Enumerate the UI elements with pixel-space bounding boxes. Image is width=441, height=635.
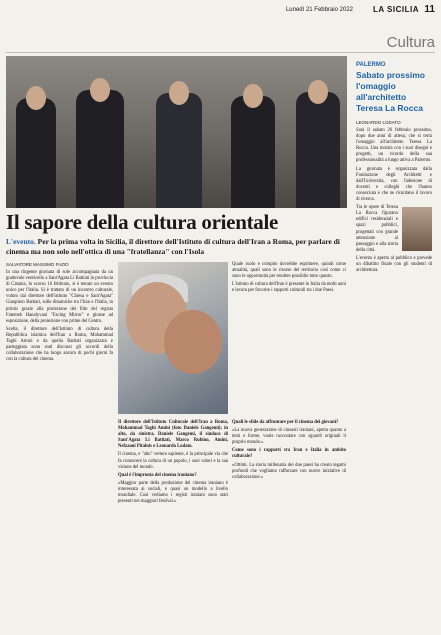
sidebar-portrait-photo xyxy=(402,207,432,251)
page-header xyxy=(0,0,441,22)
paragraph: «Ottimi. La storia millenaria dei due paesi ha creato legami profondi che vogliamo rafforzare con nuove iniziative di collaborazione.» xyxy=(232,462,346,480)
question: Come sono i rapporti tra Iran e Italia in ambito culturale? xyxy=(232,448,346,460)
paragraph: Tra le opere di Teresa La Rocca figurano edifici residenziali e spazi pubblici, progettati con grande attenzione al paesaggio e alla storia della città. xyxy=(356,205,398,253)
article-column-1 xyxy=(6,270,113,630)
subtitle-text: Per la prima volta in Sicilia, il direttore dell'Istituto di cultura dell'Iran a Roma, per parlare di cinema ma non solo nell'ottica di una "fratellanza" con l'Isola xyxy=(6,237,340,256)
byline: SALVATORE MASSIMO FAZIO xyxy=(6,262,69,267)
section-title: Cultura xyxy=(386,34,435,51)
paragraph: «Maggior parte della produzione del cinema iraniano è interessata ai sociali, e quasi un modello a livello mondiale. Così vediamo i registi iraniani sono stati presenti nei maggiori festival.» xyxy=(118,480,228,505)
paragraph: Quale ruolo e compito dovrebbe esprimere, quindi come attualità, quali sono le risorse del territorio così come ci sono le opportunità per rendere possibile tutto questo. xyxy=(232,262,346,280)
sidebar-body xyxy=(356,128,432,274)
paragraph: «La nuova generazione di cineasti iraniani, aperta quanto a temi e forme, vuole raccontare con sguardi originali il proprio mondo.» xyxy=(232,428,346,446)
article-subtitle xyxy=(6,237,346,256)
group-photo xyxy=(6,56,347,208)
article-title: Il sapore della cultura orientale xyxy=(6,210,279,234)
photo-caption: Il direttore dell'Istituto Culturale dell'Iran a Roma, Mohammad Taghi Amini (foto Daniele Gangemi); in alto, da sinistra, Daniele Gangemi, il sindaco di Sant'Agata Li Battiati, Marco Rubino, Amini, Nefzaoui Pitaluis e Leonardo Lodato. xyxy=(118,420,228,450)
paragraph: La giornata è organizzata dalla Fondazione degli Architetti e dall'Università, con l'adesione di docenti e colleghi che l'hanno conosciuta e che ne ricordano il lavoro di ricerca. xyxy=(356,166,432,203)
page-number: 11 xyxy=(424,4,435,15)
subtitle-lead: L'evento. xyxy=(6,237,36,246)
sidebar-article xyxy=(352,56,436,631)
portrait-photo xyxy=(118,262,228,414)
sidebar-title: Sabato prossimo l'omaggio all'architetto Teresa La Rocca xyxy=(356,70,425,113)
paragraph: L'istituto di cultura dell'Iran è presente in Italia da molti anni e lavora per favorire i rapporti culturali tra i due Paesi. xyxy=(232,282,346,294)
paragraph: Scelta, il direttore dell'Istituto di cultura della Repubblica islamica dell'Iran a Roma, Mohammad Taghi Amini e da quella Battiati organizzata e parteggiata sono stati discussi gli accordi della collaborazione che ha luogo ancora di pochi giorni fa con la cultura del cinema. xyxy=(6,326,113,363)
article-column-2 xyxy=(118,420,228,630)
question: Quali le sfide da affrontare per il cinema dei giovani? xyxy=(232,420,339,425)
paragraph: Il cinema, e "alto" vettore sapiente, è la principale via che fa conoscere la cultura di un popolo, i suoi valori e la sua visione del mondo. xyxy=(118,452,228,470)
sidebar-author: LEONARDO LODATO xyxy=(356,120,401,125)
paragraph: Sarà il sabato 26 febbraio prossimo, dopo due anni di attesa, che si terrà l'omaggio all'architetto Teresa La Rocca. Una mostra con i suoi disegni e progetti, un ricordo della sua professionalità a lungo attiva a Palermo. xyxy=(356,128,432,164)
newspaper-name: LA SICILIA xyxy=(372,5,419,14)
paragraph: L'evento è aperto al pubblico e prevede un dibattito finale con gli studenti di architettura. xyxy=(356,255,432,274)
paragraph: In una ringente giornata di sole accompagnata da un gradevole venticello a Sant'Agata Li Battiati in provincia di Catania, lo scorso 16 febbraio, si è tenuto un evento unico per l'Italia. Si è trattato di un incontro culturale, voluto dal direttore dell'istituto "Chiesa e Sant'Agata" Gianpiero Battiati, sulle dinamiche tra l'Iran e l'Italia, in primis grazie alla proiezione del film del regista Fatemeh Hanalyvani "Facing Mirror" e giunse ad esposizione, della proiezione con prime del Centro. xyxy=(6,270,113,324)
issue-date: Lunedì 21 Febbraio 2022 xyxy=(285,7,353,13)
article-column-3 xyxy=(232,420,346,630)
sidebar-city: PALERMO xyxy=(356,62,386,68)
question: Qual è l'impronta del cinema iraniano? xyxy=(118,472,197,478)
article-column-4 xyxy=(232,262,346,412)
header-divider xyxy=(6,52,435,53)
